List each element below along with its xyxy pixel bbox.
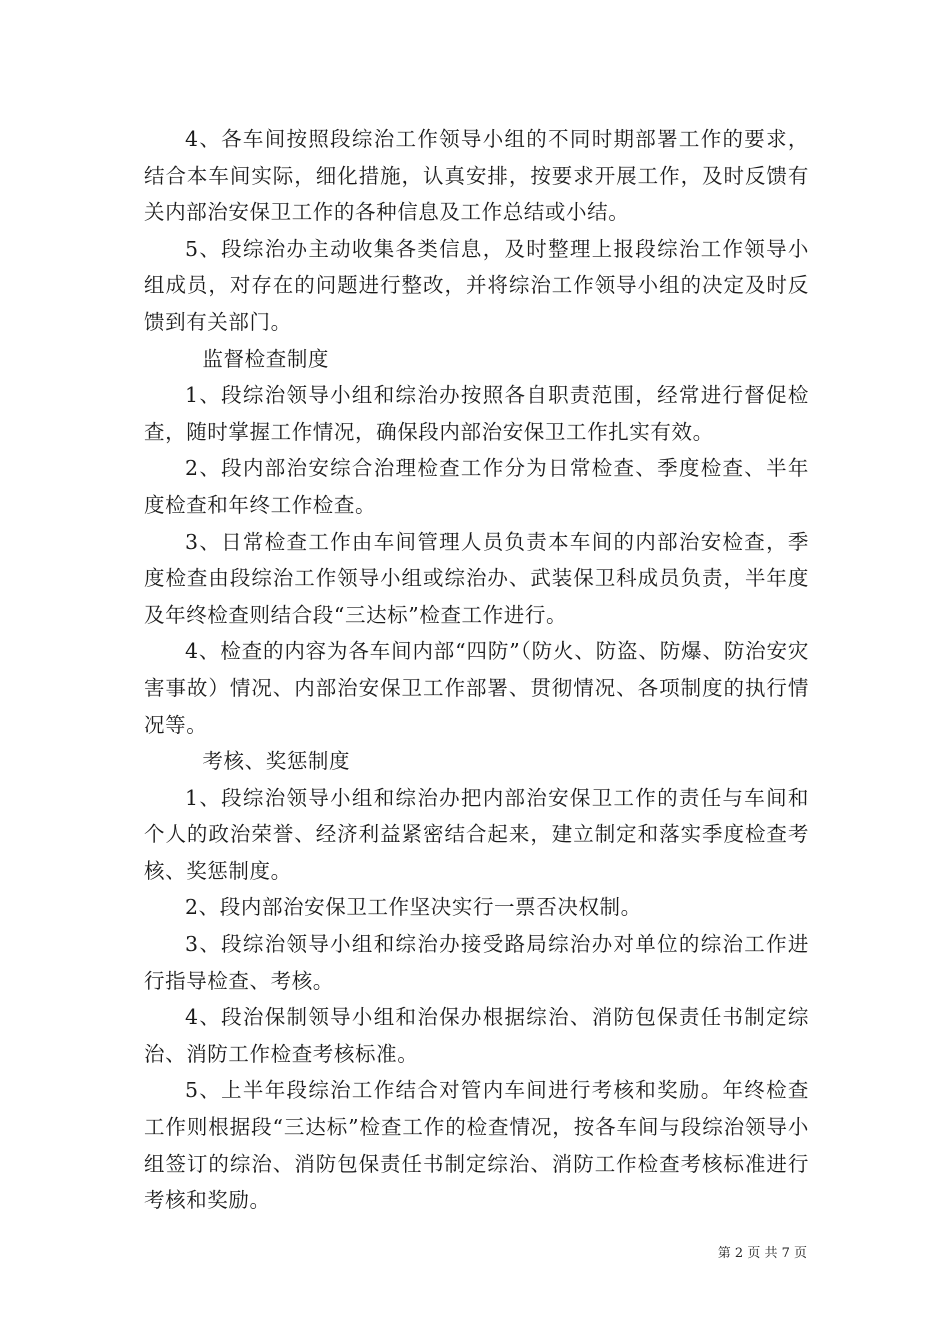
paragraph: 5、上半年段综治工作结合对管内车间进行考核和奖励。年终检查工作则根据段“三达标”检查工作的检查情况，按各车间与段综治领导小组签订的综治、消防包保责任书制定综治、消防工作检查考核标准进行考核和奖励。 (144, 1078, 809, 1213)
paragraph: 2、段内部治安保卫工作坚决实行一票否决权制。 (185, 895, 642, 920)
section-heading-supervision: 监督检查制度 (202, 346, 330, 371)
paragraph: 4、检查的内容为各车间内部“四防”（防火、防盗、防爆、防治安灾害事故）情况、内部治安保卫工作部署、贯彻情况、各项制度的执行情况等。 (144, 639, 809, 737)
paragraph: 4、各车间按照段综治工作领导小组的不同时期部署工作的要求，结合本车间实际，细化措施，认真安排，按要求开展工作，及时反馈有关内部治安保卫工作的各种信息及工作总结或小结。 (144, 127, 809, 225)
paragraph: 3、日常检查工作由车间管理人员负责本车间的内部治安检查，季度检查由段综治工作领导小组或综治办、武装保卫科成员负责，半年度及年终检查则结合段“三达标”检查工作进行。 (144, 529, 809, 627)
paragraph: 5、段综治办主动收集各类信息，及时整理上报段综治工作领导小组成员，对存在的问题进行整改，并将综治工作领导小组的决定及时反馈到有关部门。 (144, 236, 809, 334)
paragraph: 1、段综治领导小组和综治办把内部治安保卫工作的责任与车间和个人的政治荣誉、经济利益紧密结合起来，建立制定和落实季度检查考核、奖惩制度。 (144, 785, 809, 883)
section-heading-assessment: 考核、奖惩制度 (202, 749, 351, 774)
paragraph: 4、段治保制领导小组和治保办根据综治、消防包保责任书制定综治、消防工作检查考核标准。 (144, 1005, 809, 1066)
paragraph: 1、段综治领导小组和综治办按照各自职责范围，经常进行督促检查，随时掌握工作情况，确保段内部治安保卫工作扎实有效。 (144, 383, 809, 444)
paragraph: 3、段综治领导小组和综治办接受路局综治办对单位的综治工作进行指导检查、考核。 (144, 932, 809, 993)
paragraph: 2、段内部治安综合治理检查工作分为日常检查、季度检查、半年度检查和年终工作检查。 (144, 456, 809, 517)
page-number-footer: 第 2 页 共 7 页 (717, 1246, 807, 1261)
document-body (144, 121, 809, 1219)
